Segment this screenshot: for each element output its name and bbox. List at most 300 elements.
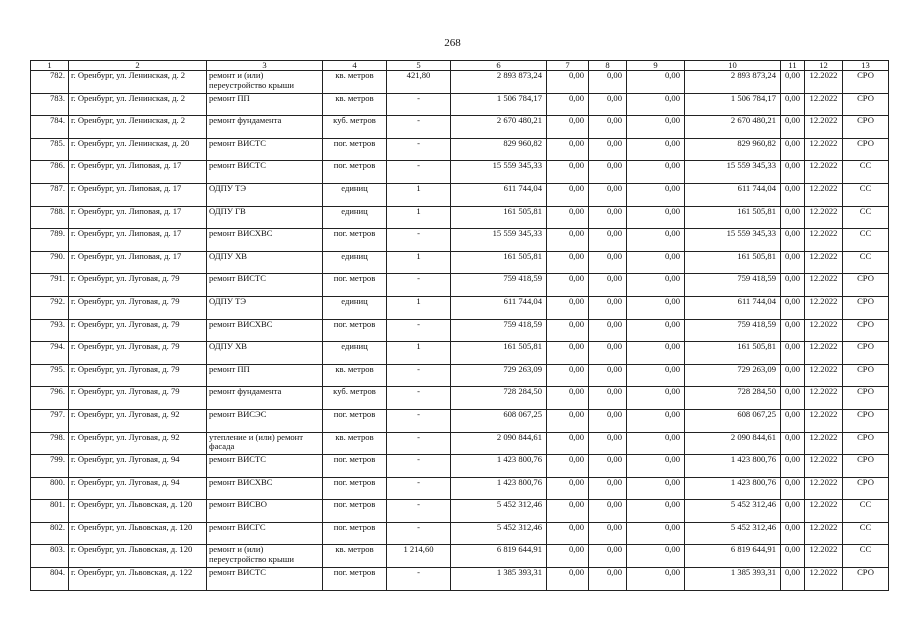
table-row — [31, 116, 889, 139]
other-source-cell: 0,00 — [627, 522, 685, 545]
fund-cell: 0,00 — [547, 409, 589, 432]
address-cell: г. Оренбург, ул. Липовая, д. 17 — [69, 229, 207, 252]
fund-cell: 0,00 — [547, 455, 589, 478]
fund-method-cell: СРО — [843, 116, 889, 139]
other-source-cell: 0,00 — [627, 251, 685, 274]
fund-method-cell: СРО — [843, 342, 889, 365]
unit-cell: пог. метров — [323, 522, 387, 545]
total-cost-cell: 161 505,81 — [451, 342, 547, 365]
deadline-cell: 12.2022 — [805, 342, 843, 365]
extra-cell: 0,00 — [781, 545, 805, 568]
column-header: 7 — [547, 61, 589, 71]
fund-method-cell: СРО — [843, 364, 889, 387]
other-source-cell: 0,00 — [627, 183, 685, 206]
budget-cell: 0,00 — [589, 319, 627, 342]
fund-cell: 0,00 — [547, 296, 589, 319]
other-source-cell: 0,00 — [627, 116, 685, 139]
work-type-cell: ремонт ПП — [207, 93, 323, 116]
unit-cell: кв. метров — [323, 93, 387, 116]
column-header: 3 — [207, 61, 323, 71]
quantity-cell: - — [387, 93, 451, 116]
total-cost-cell: 829 960,82 — [451, 138, 547, 161]
address-cell: г. Оренбург, ул. Львовская, д. 120 — [69, 522, 207, 545]
deadline-cell: 12.2022 — [805, 409, 843, 432]
fund-cell: 0,00 — [547, 432, 589, 455]
owner-funds-cell: 1 506 784,17 — [685, 93, 781, 116]
owner-funds-cell: 1 385 393,31 — [685, 568, 781, 591]
other-source-cell: 0,00 — [627, 432, 685, 455]
extra-cell: 0,00 — [781, 364, 805, 387]
address-cell: г. Оренбург, ул. Луговая, д. 92 — [69, 409, 207, 432]
other-source-cell: 0,00 — [627, 387, 685, 410]
extra-cell: 0,00 — [781, 296, 805, 319]
total-cost-cell: 161 505,81 — [451, 206, 547, 229]
deadline-cell: 12.2022 — [805, 432, 843, 455]
column-header: 6 — [451, 61, 547, 71]
fund-cell: 0,00 — [547, 71, 589, 94]
address-cell: г. Оренбург, ул. Львовская, д. 122 — [69, 568, 207, 591]
unit-cell: пог. метров — [323, 161, 387, 184]
address-cell: г. Оренбург, ул. Ленинская, д. 2 — [69, 116, 207, 139]
deadline-cell: 12.2022 — [805, 455, 843, 478]
quantity-cell: - — [387, 477, 451, 500]
quantity-cell: 1 — [387, 251, 451, 274]
extra-cell: 0,00 — [781, 71, 805, 94]
quantity-cell: - — [387, 229, 451, 252]
deadline-cell: 12.2022 — [805, 522, 843, 545]
other-source-cell: 0,00 — [627, 409, 685, 432]
quantity-cell: - — [387, 387, 451, 410]
fund-method-cell: СРО — [843, 296, 889, 319]
owner-funds-cell: 829 960,82 — [685, 138, 781, 161]
address-cell: г. Оренбург, ул. Луговая, д. 79 — [69, 274, 207, 297]
total-cost-cell: 759 418,59 — [451, 319, 547, 342]
fund-cell: 0,00 — [547, 477, 589, 500]
table-row — [31, 161, 889, 184]
fund-method-cell: СРО — [843, 455, 889, 478]
extra-cell: 0,00 — [781, 477, 805, 500]
work-type-cell: ремонт ВИСХВС — [207, 477, 323, 500]
work-type-cell: ОДПУ ХВ — [207, 251, 323, 274]
address-cell: г. Оренбург, ул. Ленинская, д. 2 — [69, 71, 207, 94]
budget-cell: 0,00 — [589, 138, 627, 161]
work-type-cell: ремонт ВИСГС — [207, 522, 323, 545]
fund-cell: 0,00 — [547, 568, 589, 591]
column-number-row — [31, 61, 889, 71]
total-cost-cell: 729 263,09 — [451, 364, 547, 387]
budget-cell: 0,00 — [589, 432, 627, 455]
address-cell: г. Оренбург, ул. Луговая, д. 79 — [69, 387, 207, 410]
total-cost-cell: 728 284,50 — [451, 387, 547, 410]
fund-cell: 0,00 — [547, 545, 589, 568]
quantity-cell: - — [387, 274, 451, 297]
capital-repair-table — [30, 60, 889, 591]
row-number-cell: 787. — [31, 183, 69, 206]
deadline-cell: 12.2022 — [805, 500, 843, 523]
fund-method-cell: СС — [843, 229, 889, 252]
total-cost-cell: 1 506 784,17 — [451, 93, 547, 116]
fund-cell: 0,00 — [547, 319, 589, 342]
unit-cell: кв. метров — [323, 71, 387, 94]
deadline-cell: 12.2022 — [805, 545, 843, 568]
total-cost-cell: 608 067,25 — [451, 409, 547, 432]
address-cell: г. Оренбург, ул. Липовая, д. 17 — [69, 183, 207, 206]
budget-cell: 0,00 — [589, 296, 627, 319]
row-number-cell: 802. — [31, 522, 69, 545]
other-source-cell: 0,00 — [627, 161, 685, 184]
row-number-cell: 791. — [31, 274, 69, 297]
row-number-cell: 783. — [31, 93, 69, 116]
column-header: 8 — [589, 61, 627, 71]
address-cell: г. Оренбург, ул. Липовая, д. 17 — [69, 161, 207, 184]
quantity-cell: 421,80 — [387, 71, 451, 94]
owner-funds-cell: 759 418,59 — [685, 274, 781, 297]
work-type-cell: ОДПУ ТЭ — [207, 296, 323, 319]
work-type-cell: ремонт ВИСХВС — [207, 319, 323, 342]
row-number-cell: 793. — [31, 319, 69, 342]
other-source-cell: 0,00 — [627, 93, 685, 116]
row-number-cell: 794. — [31, 342, 69, 365]
fund-method-cell: СС — [843, 161, 889, 184]
address-cell: г. Оренбург, ул. Луговая, д. 94 — [69, 455, 207, 478]
table-row — [31, 387, 889, 410]
fund-cell: 0,00 — [547, 387, 589, 410]
unit-cell: пог. метров — [323, 274, 387, 297]
deadline-cell: 12.2022 — [805, 229, 843, 252]
deadline-cell: 12.2022 — [805, 93, 843, 116]
total-cost-cell: 759 418,59 — [451, 274, 547, 297]
quantity-cell: - — [387, 138, 451, 161]
budget-cell: 0,00 — [589, 206, 627, 229]
unit-cell: единиц — [323, 251, 387, 274]
total-cost-cell: 5 452 312,46 — [451, 500, 547, 523]
table-body — [31, 71, 889, 591]
table-row — [31, 296, 889, 319]
budget-cell: 0,00 — [589, 161, 627, 184]
unit-cell: кв. метров — [323, 545, 387, 568]
fund-method-cell: СС — [843, 206, 889, 229]
extra-cell: 0,00 — [781, 138, 805, 161]
work-type-cell: ОДПУ ГВ — [207, 206, 323, 229]
row-number-cell: 800. — [31, 477, 69, 500]
deadline-cell: 12.2022 — [805, 116, 843, 139]
fund-cell: 0,00 — [547, 522, 589, 545]
page-number: 268 — [444, 37, 461, 49]
address-cell: г. Оренбург, ул. Ленинская, д. 20 — [69, 138, 207, 161]
extra-cell: 0,00 — [781, 251, 805, 274]
other-source-cell: 0,00 — [627, 319, 685, 342]
owner-funds-cell: 161 505,81 — [685, 251, 781, 274]
total-cost-cell: 6 819 644,91 — [451, 545, 547, 568]
column-header: 13 — [843, 61, 889, 71]
table-row — [31, 71, 889, 94]
total-cost-cell: 15 559 345,33 — [451, 161, 547, 184]
column-header: 11 — [781, 61, 805, 71]
fund-cell: 0,00 — [547, 138, 589, 161]
address-cell: г. Оренбург, ул. Липовая, д. 17 — [69, 206, 207, 229]
quantity-cell: - — [387, 364, 451, 387]
fund-method-cell: СС — [843, 522, 889, 545]
unit-cell: кв. метров — [323, 364, 387, 387]
row-number-cell: 786. — [31, 161, 69, 184]
column-header: 12 — [805, 61, 843, 71]
extra-cell: 0,00 — [781, 409, 805, 432]
work-type-cell: ОДПУ ТЭ — [207, 183, 323, 206]
deadline-cell: 12.2022 — [805, 568, 843, 591]
deadline-cell: 12.2022 — [805, 387, 843, 410]
work-type-cell: ремонт ВИСТС — [207, 138, 323, 161]
table-row — [31, 229, 889, 252]
quantity-cell: 1 — [387, 296, 451, 319]
fund-method-cell: СС — [843, 183, 889, 206]
unit-cell: пог. метров — [323, 138, 387, 161]
budget-cell: 0,00 — [589, 455, 627, 478]
total-cost-cell: 5 452 312,46 — [451, 522, 547, 545]
total-cost-cell: 1 385 393,31 — [451, 568, 547, 591]
extra-cell: 0,00 — [781, 500, 805, 523]
extra-cell: 0,00 — [781, 342, 805, 365]
unit-cell: пог. метров — [323, 568, 387, 591]
quantity-cell: 1 — [387, 183, 451, 206]
owner-funds-cell: 15 559 345,33 — [685, 161, 781, 184]
deadline-cell: 12.2022 — [805, 364, 843, 387]
other-source-cell: 0,00 — [627, 274, 685, 297]
budget-cell: 0,00 — [589, 183, 627, 206]
table-row — [31, 455, 889, 478]
table-row — [31, 522, 889, 545]
column-header: 2 — [69, 61, 207, 71]
other-source-cell: 0,00 — [627, 206, 685, 229]
deadline-cell: 12.2022 — [805, 319, 843, 342]
fund-cell: 0,00 — [547, 342, 589, 365]
unit-cell: куб. метров — [323, 387, 387, 410]
fund-method-cell: СРО — [843, 274, 889, 297]
budget-cell: 0,00 — [589, 568, 627, 591]
unit-cell: единиц — [323, 296, 387, 319]
deadline-cell: 12.2022 — [805, 296, 843, 319]
row-number-cell: 782. — [31, 71, 69, 94]
work-type-cell: ремонт и (или) переустройство крыши — [207, 545, 323, 568]
extra-cell: 0,00 — [781, 274, 805, 297]
extra-cell: 0,00 — [781, 116, 805, 139]
work-type-cell: ремонт фундамента — [207, 387, 323, 410]
other-source-cell: 0,00 — [627, 296, 685, 319]
column-header: 5 — [387, 61, 451, 71]
owner-funds-cell: 161 505,81 — [685, 342, 781, 365]
work-type-cell: ремонт ПП — [207, 364, 323, 387]
address-cell: г. Оренбург, ул. Луговая, д. 94 — [69, 477, 207, 500]
address-cell: г. Оренбург, ул. Луговая, д. 79 — [69, 319, 207, 342]
other-source-cell: 0,00 — [627, 71, 685, 94]
table-row — [31, 477, 889, 500]
row-number-cell: 789. — [31, 229, 69, 252]
extra-cell: 0,00 — [781, 206, 805, 229]
other-source-cell: 0,00 — [627, 568, 685, 591]
table-row — [31, 364, 889, 387]
budget-cell: 0,00 — [589, 274, 627, 297]
table-row — [31, 432, 889, 455]
work-type-cell: ремонт ВИСВО — [207, 500, 323, 523]
other-source-cell: 0,00 — [627, 455, 685, 478]
table-row — [31, 409, 889, 432]
fund-cell: 0,00 — [547, 500, 589, 523]
table-row — [31, 274, 889, 297]
deadline-cell: 12.2022 — [805, 251, 843, 274]
unit-cell: пог. метров — [323, 477, 387, 500]
row-number-cell: 790. — [31, 251, 69, 274]
fund-cell: 0,00 — [547, 183, 589, 206]
total-cost-cell: 611 744,04 — [451, 183, 547, 206]
quantity-cell: - — [387, 432, 451, 455]
row-number-cell: 785. — [31, 138, 69, 161]
fund-cell: 0,00 — [547, 116, 589, 139]
table-row — [31, 138, 889, 161]
fund-cell: 0,00 — [547, 206, 589, 229]
address-cell: г. Оренбург, ул. Луговая, д. 79 — [69, 342, 207, 365]
deadline-cell: 12.2022 — [805, 138, 843, 161]
budget-cell: 0,00 — [589, 522, 627, 545]
owner-funds-cell: 15 559 345,33 — [685, 229, 781, 252]
row-number-cell: 796. — [31, 387, 69, 410]
budget-cell: 0,00 — [589, 364, 627, 387]
owner-funds-cell: 5 452 312,46 — [685, 500, 781, 523]
work-type-cell: ремонт ВИСТС — [207, 455, 323, 478]
extra-cell: 0,00 — [781, 161, 805, 184]
budget-cell: 0,00 — [589, 387, 627, 410]
deadline-cell: 12.2022 — [805, 477, 843, 500]
extra-cell: 0,00 — [781, 93, 805, 116]
quantity-cell: - — [387, 409, 451, 432]
row-number-cell: 804. — [31, 568, 69, 591]
quantity-cell: - — [387, 455, 451, 478]
owner-funds-cell: 161 505,81 — [685, 206, 781, 229]
deadline-cell: 12.2022 — [805, 71, 843, 94]
other-source-cell: 0,00 — [627, 545, 685, 568]
fund-method-cell: СРО — [843, 319, 889, 342]
table-row — [31, 319, 889, 342]
work-type-cell: ОДПУ ХВ — [207, 342, 323, 365]
work-type-cell: ремонт и (или) переустройство крыши — [207, 71, 323, 94]
owner-funds-cell: 611 744,04 — [685, 183, 781, 206]
extra-cell: 0,00 — [781, 568, 805, 591]
address-cell: г. Оренбург, ул. Луговая, д. 79 — [69, 296, 207, 319]
budget-cell: 0,00 — [589, 116, 627, 139]
address-cell: г. Оренбург, ул. Луговая, д. 92 — [69, 432, 207, 455]
work-type-cell: ремонт ВИСТС — [207, 274, 323, 297]
fund-cell: 0,00 — [547, 93, 589, 116]
extra-cell: 0,00 — [781, 522, 805, 545]
unit-cell: единиц — [323, 206, 387, 229]
quantity-cell: 1 — [387, 206, 451, 229]
deadline-cell: 12.2022 — [805, 183, 843, 206]
fund-cell: 0,00 — [547, 364, 589, 387]
budget-cell: 0,00 — [589, 477, 627, 500]
fund-method-cell: СС — [843, 251, 889, 274]
other-source-cell: 0,00 — [627, 342, 685, 365]
table-row — [31, 93, 889, 116]
owner-funds-cell: 728 284,50 — [685, 387, 781, 410]
extra-cell: 0,00 — [781, 387, 805, 410]
quantity-cell: - — [387, 116, 451, 139]
fund-method-cell: СРО — [843, 568, 889, 591]
unit-cell: куб. метров — [323, 116, 387, 139]
quantity-cell: 1 214,60 — [387, 545, 451, 568]
quantity-cell: - — [387, 500, 451, 523]
owner-funds-cell: 759 418,59 — [685, 319, 781, 342]
budget-cell: 0,00 — [589, 342, 627, 365]
fund-method-cell: СРО — [843, 409, 889, 432]
other-source-cell: 0,00 — [627, 500, 685, 523]
row-number-cell: 788. — [31, 206, 69, 229]
work-type-cell: утепление и (или) ремонт фасада — [207, 432, 323, 455]
fund-cell: 0,00 — [547, 229, 589, 252]
quantity-cell: - — [387, 161, 451, 184]
deadline-cell: 12.2022 — [805, 161, 843, 184]
total-cost-cell: 2 670 480,21 — [451, 116, 547, 139]
total-cost-cell: 161 505,81 — [451, 251, 547, 274]
fund-cell: 0,00 — [547, 251, 589, 274]
column-header: 1 — [31, 61, 69, 71]
other-source-cell: 0,00 — [627, 477, 685, 500]
fund-method-cell: СРО — [843, 477, 889, 500]
extra-cell: 0,00 — [781, 432, 805, 455]
total-cost-cell: 2 090 844,61 — [451, 432, 547, 455]
address-cell: г. Оренбург, ул. Ленинская, д. 2 — [69, 93, 207, 116]
quantity-cell: - — [387, 568, 451, 591]
budget-cell: 0,00 — [589, 229, 627, 252]
address-cell: г. Оренбург, ул. Львовская, д. 120 — [69, 545, 207, 568]
column-header: 4 — [323, 61, 387, 71]
budget-cell: 0,00 — [589, 93, 627, 116]
work-type-cell: ремонт ВИСТС — [207, 161, 323, 184]
owner-funds-cell: 1 423 800,76 — [685, 455, 781, 478]
work-type-cell: ремонт фундамента — [207, 116, 323, 139]
unit-cell: пог. метров — [323, 500, 387, 523]
fund-method-cell: СС — [843, 545, 889, 568]
budget-cell: 0,00 — [589, 71, 627, 94]
budget-cell: 0,00 — [589, 251, 627, 274]
total-cost-cell: 1 423 800,76 — [451, 455, 547, 478]
fund-method-cell: СРО — [843, 432, 889, 455]
table-row — [31, 545, 889, 568]
owner-funds-cell: 611 744,04 — [685, 296, 781, 319]
total-cost-cell: 611 744,04 — [451, 296, 547, 319]
total-cost-cell: 15 559 345,33 — [451, 229, 547, 252]
fund-cell: 0,00 — [547, 161, 589, 184]
table-row — [31, 251, 889, 274]
unit-cell: пог. метров — [323, 455, 387, 478]
unit-cell: пог. метров — [323, 229, 387, 252]
work-type-cell: ремонт ВИСЭС — [207, 409, 323, 432]
unit-cell: кв. метров — [323, 432, 387, 455]
fund-method-cell: СС — [843, 500, 889, 523]
extra-cell: 0,00 — [781, 319, 805, 342]
work-type-cell: ремонт ВИСХВС — [207, 229, 323, 252]
other-source-cell: 0,00 — [627, 229, 685, 252]
quantity-cell: - — [387, 319, 451, 342]
address-cell: г. Оренбург, ул. Луговая, д. 79 — [69, 364, 207, 387]
table-row — [31, 568, 889, 591]
budget-cell: 0,00 — [589, 545, 627, 568]
table-row — [31, 342, 889, 365]
extra-cell: 0,00 — [781, 183, 805, 206]
row-number-cell: 799. — [31, 455, 69, 478]
address-cell: г. Оренбург, ул. Львовская, д. 120 — [69, 500, 207, 523]
table-row — [31, 183, 889, 206]
quantity-cell: 1 — [387, 342, 451, 365]
extra-cell: 0,00 — [781, 229, 805, 252]
row-number-cell: 795. — [31, 364, 69, 387]
